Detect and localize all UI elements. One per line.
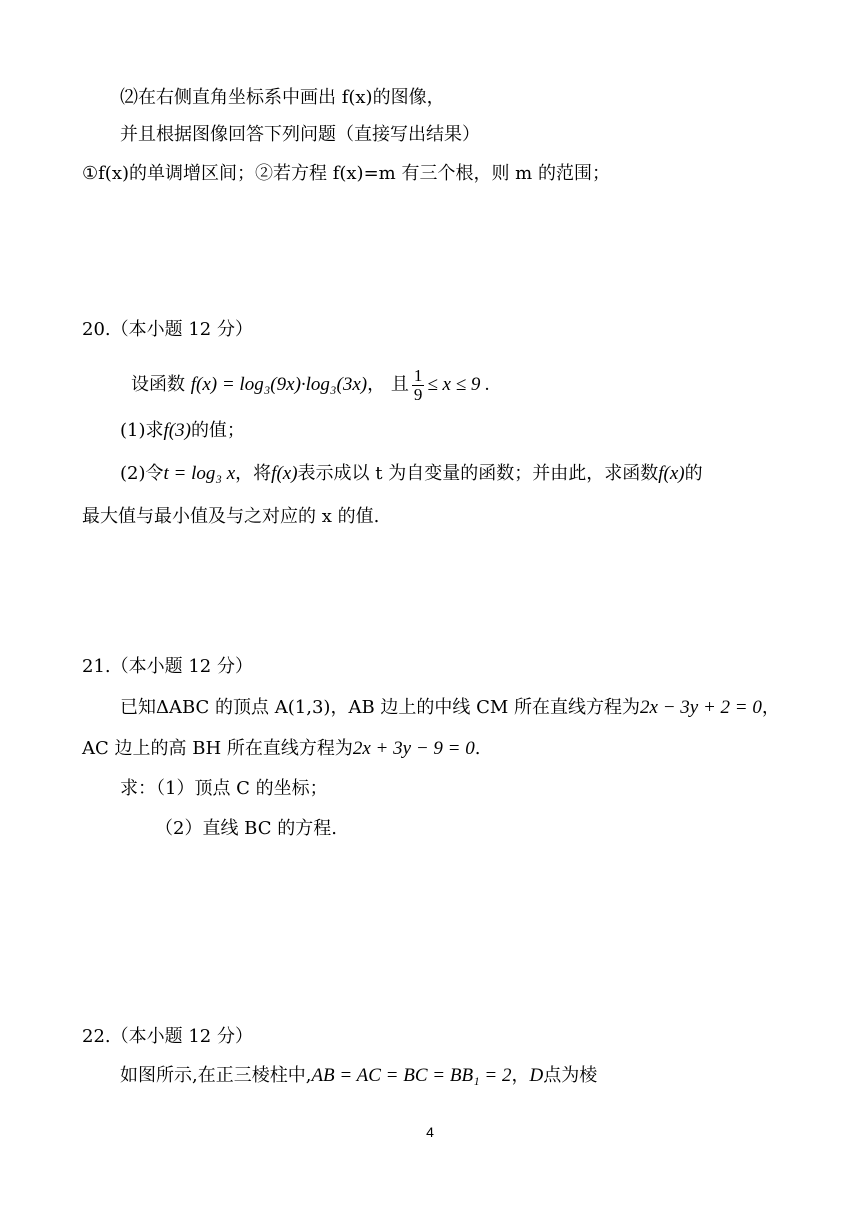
q20-part2-fx2: f(x) xyxy=(658,463,685,484)
q21-line2-equation: 2x + 3y − 9 = 0 xyxy=(352,738,475,759)
q22-header: 22.（本小题 12 分） xyxy=(82,1026,253,1047)
q19-part2-line2: 并且根据图像回答下列问题（直接写出结果） xyxy=(120,124,480,145)
q20-part2-mid2: 表示成以 t 为自变量的函数；并由此，求函数 xyxy=(297,463,659,484)
q21-line2-text: AC 边上的高 BH 所在直线方程为 xyxy=(82,738,353,759)
q22-line1 xyxy=(120,1064,597,1088)
q20-fraction-numerator: 1 xyxy=(413,365,423,385)
q20-part1 xyxy=(120,419,245,443)
q22-line1-text: 如图所示,在正三棱柱中, xyxy=(120,1065,312,1086)
q20-part2-expr: t = log₃ x xyxy=(163,463,236,484)
q22-line1-point-d: D xyxy=(529,1065,544,1086)
q21-line2-end: . xyxy=(474,738,481,759)
q21-line1-equation: 2x − 3y + 2 = 0 xyxy=(640,697,762,718)
q20-given-mid: ， 且 xyxy=(367,374,409,395)
q20-part2-fx1: f(x) xyxy=(271,463,298,484)
q20-header: 20.（本小题 12 分） xyxy=(82,319,253,340)
q20-fraction-denominator: 9 xyxy=(413,384,423,404)
q21-line2 xyxy=(82,737,480,761)
q20-part2-prefix: (2)令 xyxy=(120,463,164,484)
q19-part2-line1: ⑵在右侧直角坐标系中画出 f(x)的图像， xyxy=(120,87,445,108)
q20-part1-expr: f(3) xyxy=(163,420,191,441)
q22-line1-end: 点为棱 xyxy=(543,1065,598,1086)
q20-given-function: f(x) = log₃(9x)·log₃(3x) xyxy=(190,374,368,395)
q20-given-prefix: 设函数 xyxy=(131,374,185,395)
q19-part2-line3: ①f(x)的单调增区间；②若方程 f(x)=m 有三个根，则 m 的范围； xyxy=(82,163,610,184)
q20-part2 xyxy=(120,462,703,486)
q21-line1-end: ， xyxy=(761,697,780,718)
q20-part2-suffix: 的 xyxy=(684,463,703,484)
q22-line1-mid: ， xyxy=(511,1065,530,1086)
q21-ask1: 求：（1）顶点 C 的坐标； xyxy=(120,778,328,799)
q20-given xyxy=(131,365,490,405)
q20-part1-suffix: 的值； xyxy=(190,420,245,441)
q20-fraction xyxy=(412,367,425,404)
q20-part2-line2: 最大值与最小值及与之对应的 x 的值. xyxy=(82,506,380,527)
page-number: 4 xyxy=(426,1124,434,1140)
q21-header: 21.（本小题 12 分） xyxy=(82,656,253,677)
q20-part1-prefix: (1)求 xyxy=(120,420,164,441)
q21-line1 xyxy=(120,696,780,720)
q21-line1-text: 已知ΔABC 的顶点 A(1,3)，AB 边上的中线 CM 所在直线方程为 xyxy=(120,697,641,718)
q21-ask2: （2）直线 BC 的方程. xyxy=(155,818,337,839)
q20-part2-mid1: ，将 xyxy=(235,463,272,484)
q22-line1-equation: AB = AC = BC = BB₁ = 2 xyxy=(311,1065,512,1086)
q20-given-range: ≤ x ≤ 9 . xyxy=(427,374,490,395)
